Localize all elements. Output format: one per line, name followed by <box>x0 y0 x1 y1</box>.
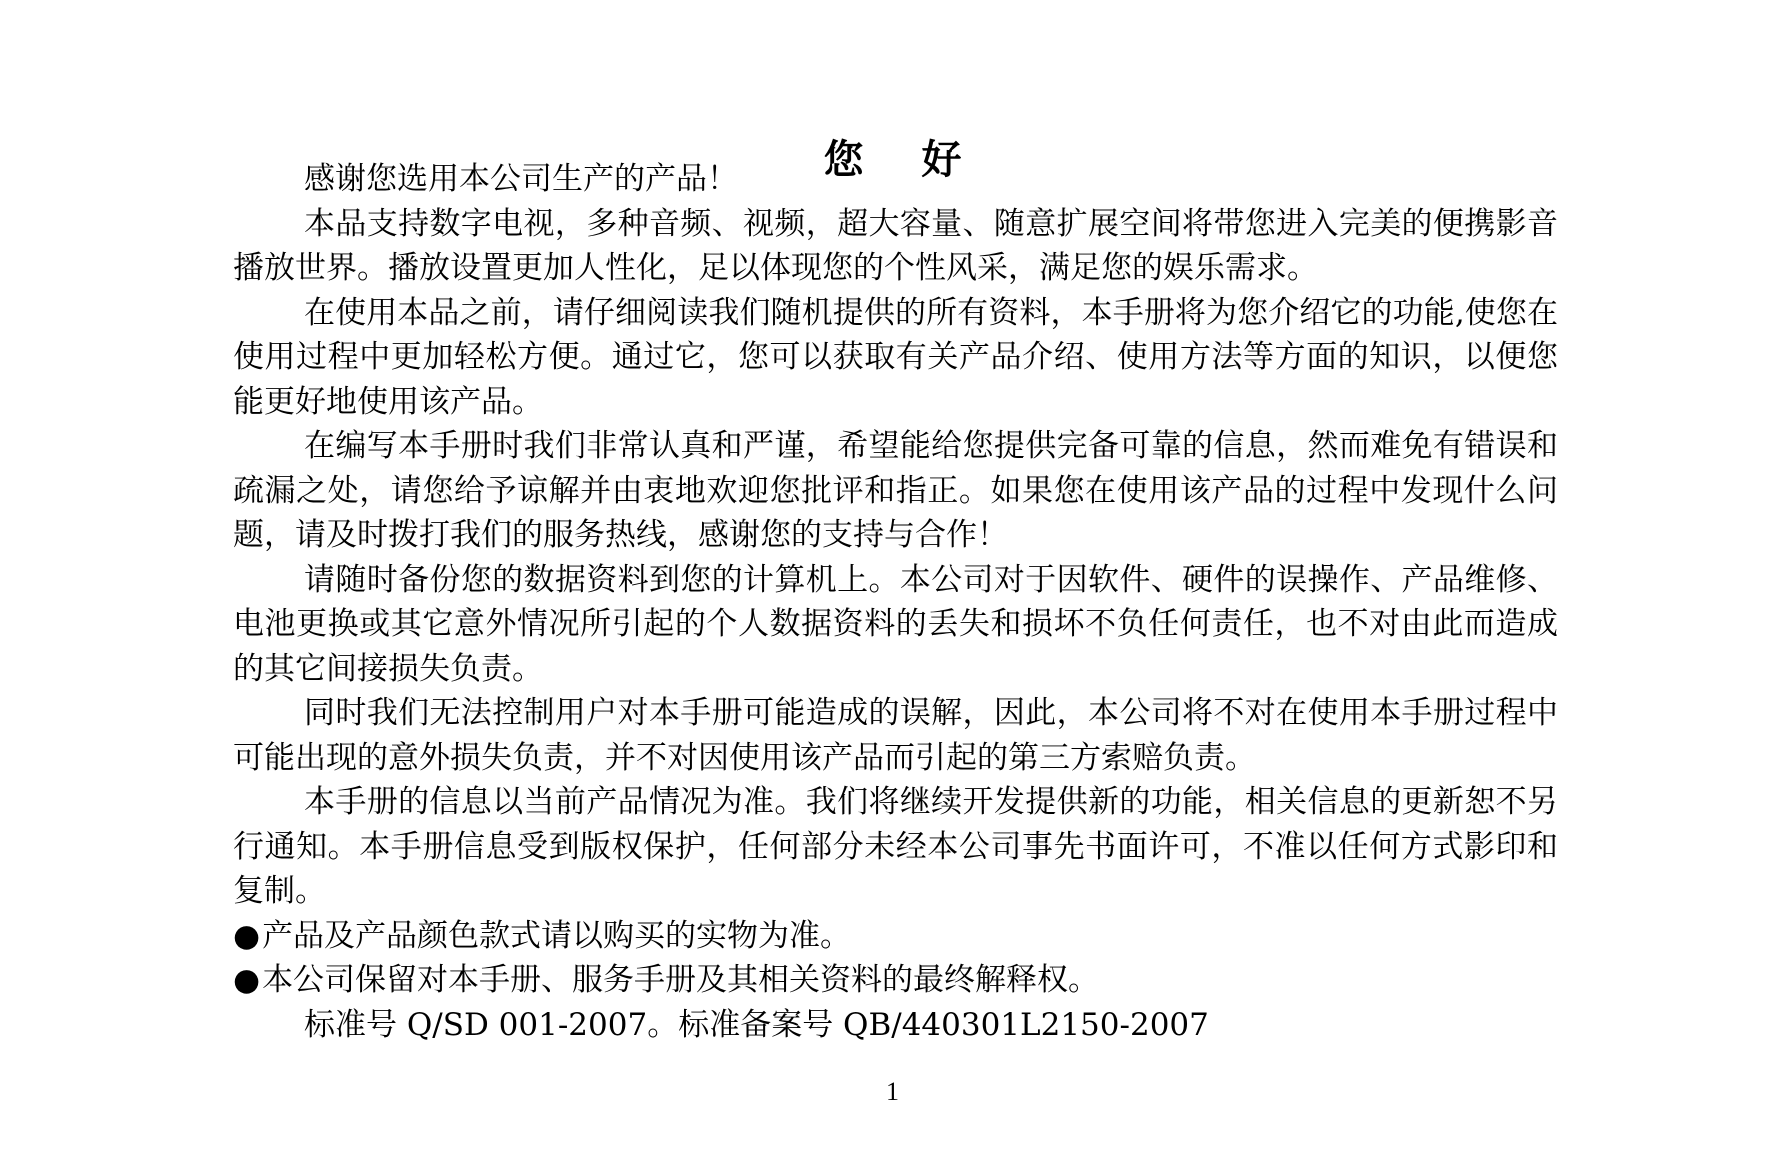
body-text <box>233 157 1558 1047</box>
bullet-dot-icon: ● <box>233 917 261 954</box>
bullet-item-product-color <box>233 914 1558 959</box>
page-title: 您 好 <box>823 136 984 183</box>
paragraph-errata: 在编写本手册时我们非常认真和严谨，希望能给您提供完备可靠的信息，然而难免有错误和疏漏之处，请您给予谅解并由衷地欢迎您批评和指正。如果您在使用该产品的过程中发现什么问题，请及时拨打我们的服务热线，感谢您的支持与合作！ <box>233 428 1558 553</box>
paragraph-backup: 请随时备份您的数据资料到您的计算机上。本公司对于因软件、硬件的误操作、产品维修、电池更换或其它意外情况所引起的个人数据资料的丢失和损坏不负任何责任，也不对由此而造成的其它间接损失负责。 <box>233 561 1558 687</box>
page-number: 1 <box>886 1077 899 1106</box>
paragraph-features: 本品支持数字电视，多种音频、视频，超大容量、随意扩展空间将带您进入完美的便携影音播放世界。播放设置更加人性化，足以体现您的个性风采，满足您的娱乐需求。 <box>233 205 1558 286</box>
bullet-item-interpretation <box>233 958 1558 1003</box>
paragraph-read-manual: 在使用本品之前，请仔细阅读我们随机提供的所有资料，本手册将为您介绍它的功能,使您在使用过程中更加轻松方便。通过它，您可以获取有关产品介绍、使用方法等方面的知识，以便您能更好地使用该产品。 <box>233 294 1558 420</box>
paragraph-copyright: 本手册的信息以当前产品情况为准。我们将继续开发提供新的功能，相关信息的更新恕不另行通知。本手册信息受到版权保护，任何部分未经本公司事先书面许可，不准以任何方式影印和复制。 <box>233 784 1558 909</box>
standard-number-line: 标准号 Q/SD 001-2007。标准备案号 QB/440301L2150-2007 <box>304 1006 1209 1043</box>
paragraph-liability: 同时我们无法控制用户对本手册可能造成的误解，因此，本公司将不对在使用本手册过程中可能出现的意外损失负责，并不对因使用该产品而引起的第三方索赔负责。 <box>233 695 1558 776</box>
paragraph-thanks: 感谢您选用本公司生产的产品！ <box>304 161 738 197</box>
bullet-text: 本公司保留对本手册、服务手册及其相关资料的最终解释权。 <box>262 962 1100 998</box>
bullet-text: 产品及产品颜色款式请以购买的实物为准。 <box>262 917 852 954</box>
bullet-dot-icon: ● <box>233 962 261 998</box>
